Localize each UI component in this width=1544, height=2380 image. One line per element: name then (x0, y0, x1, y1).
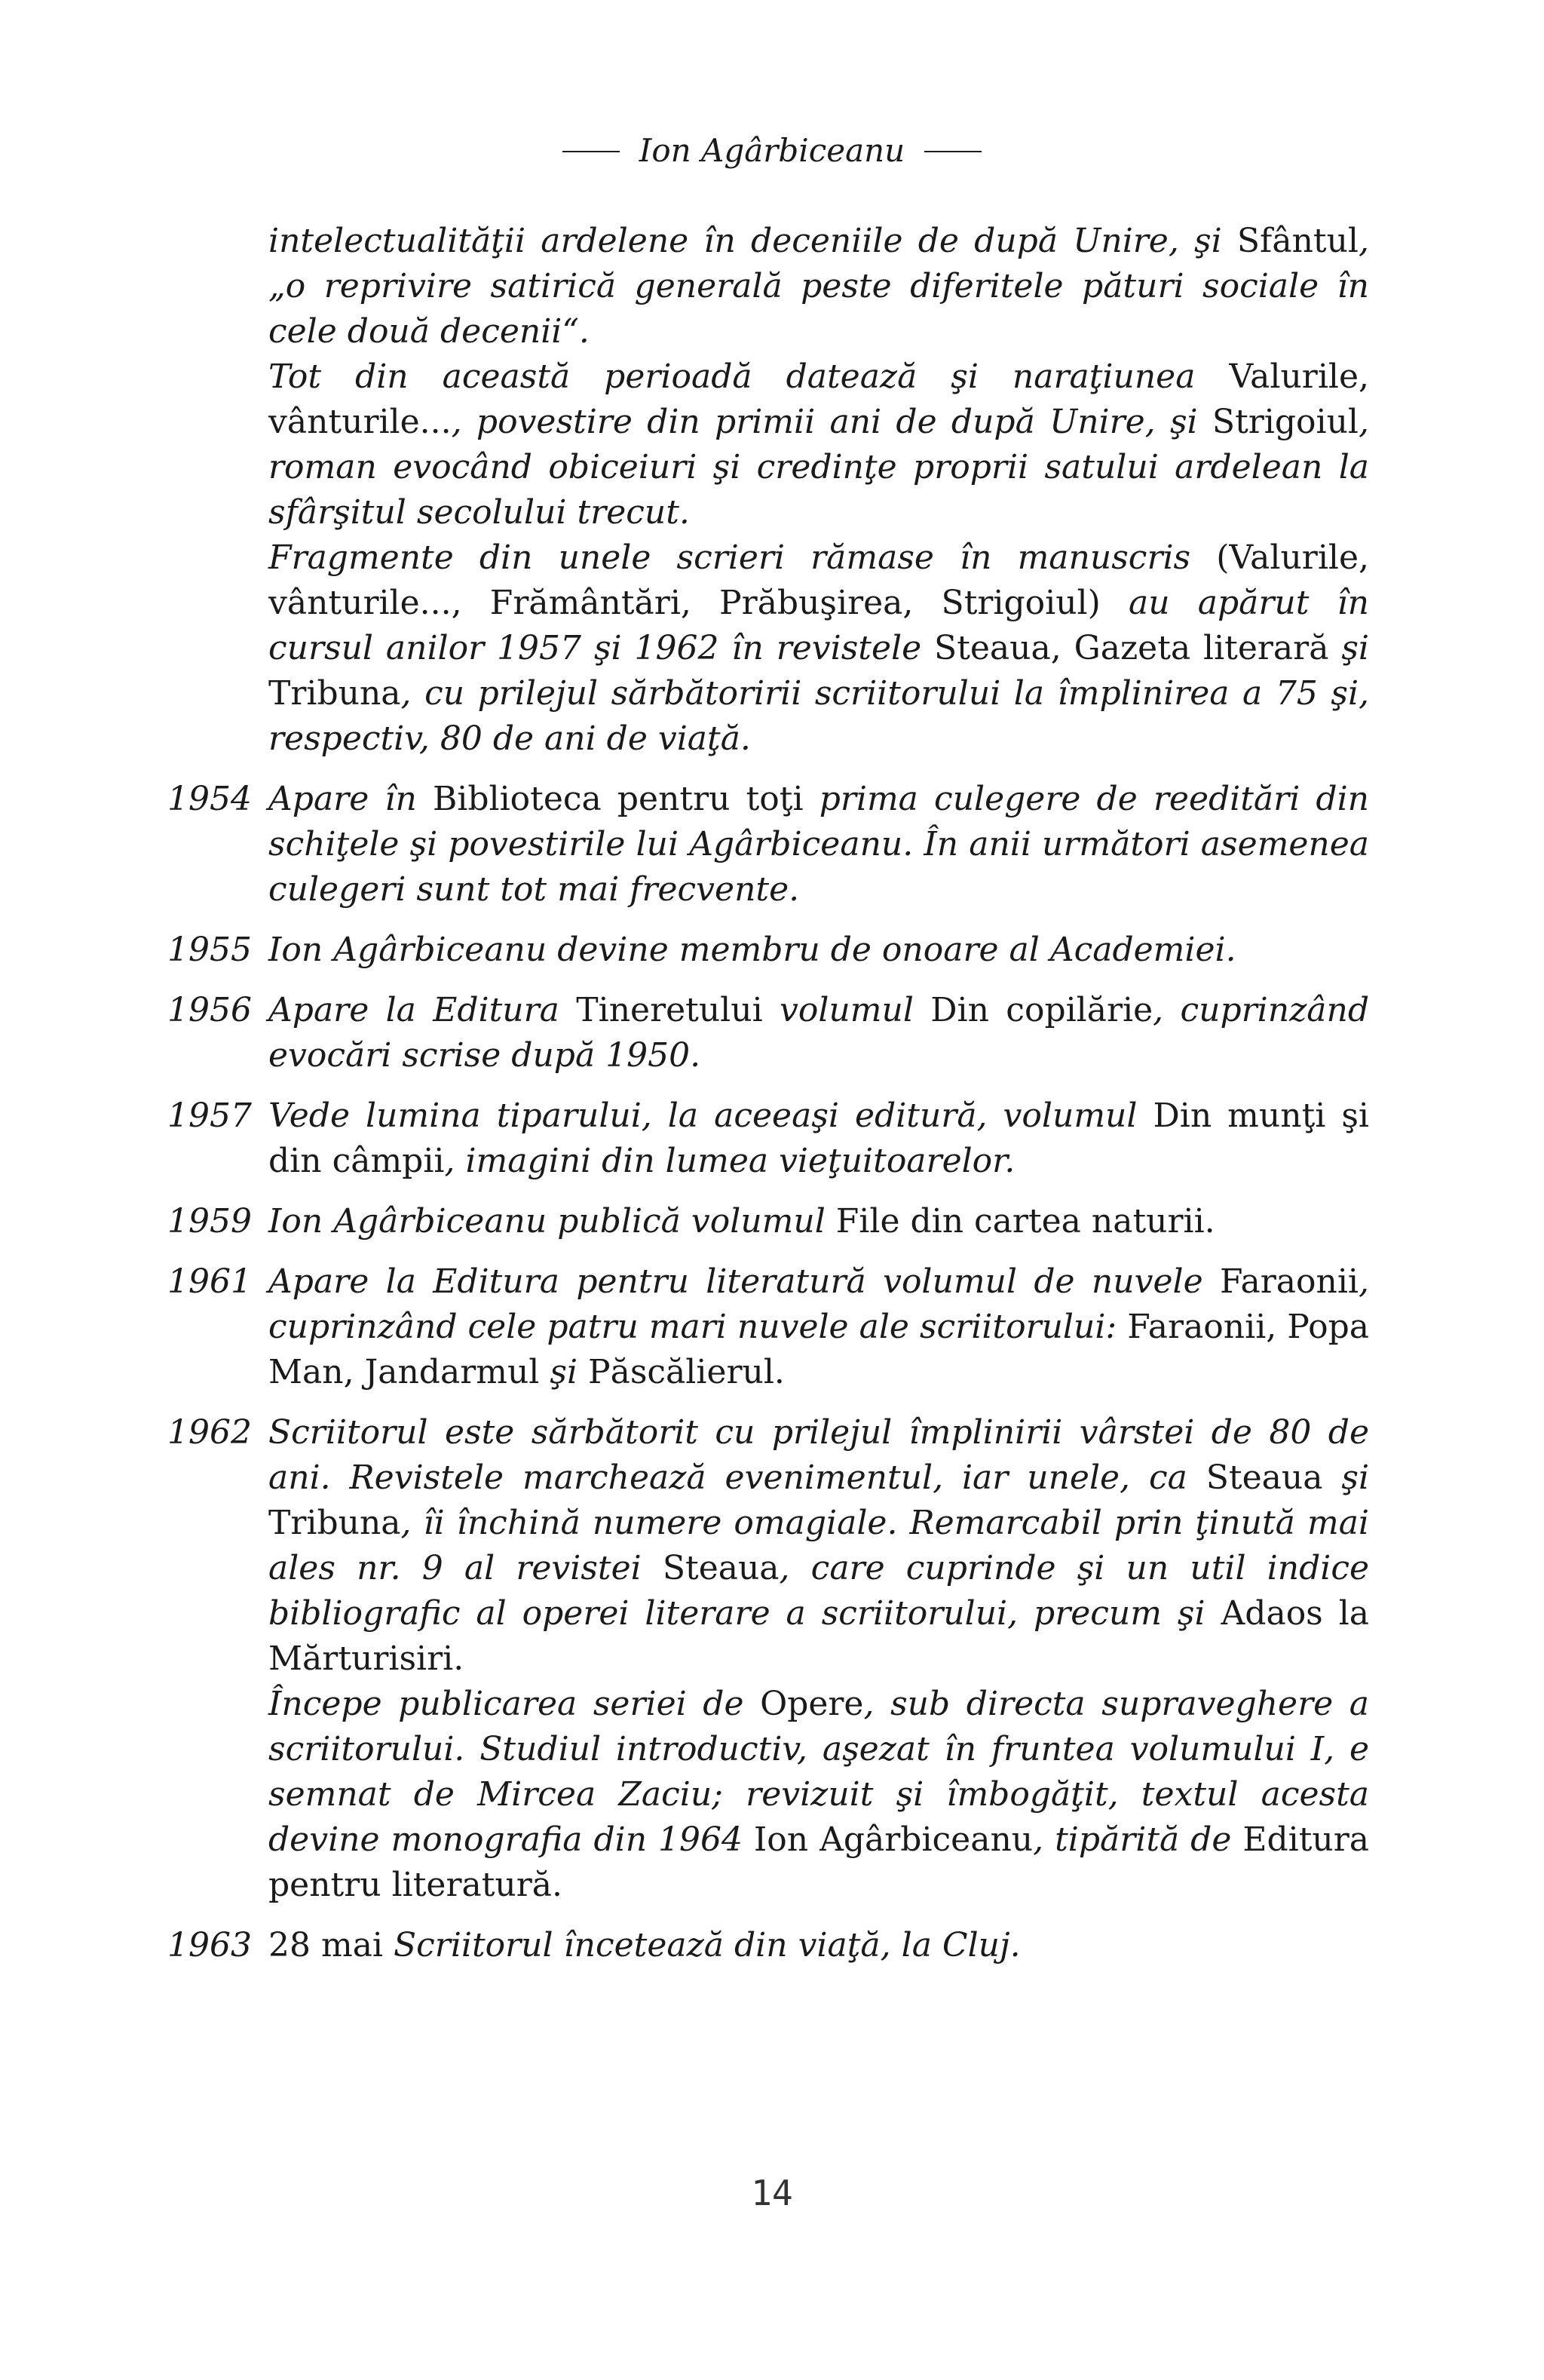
year-entry (167, 1259, 1369, 1395)
entry-body (268, 1410, 1369, 1908)
title-text: Steaua (662, 1549, 780, 1587)
entry-year: 1955 (167, 931, 252, 969)
year-entry (167, 1199, 1369, 1244)
italic-text: volumul (780, 991, 931, 1029)
title-text: Biblioteca pentru toţi (432, 780, 819, 818)
chronology-entries (167, 777, 1369, 1968)
paragraph (268, 988, 1369, 1078)
running-head (0, 128, 1544, 173)
year-entry (167, 1410, 1369, 1908)
italic-text: Ion Agârbiceanu publică volumul (268, 1202, 836, 1241)
title-text: Tribuna (268, 674, 401, 713)
title-text: Valurile, vânturile... (268, 357, 1369, 441)
title-text: 28 mai (268, 1926, 394, 1964)
italic-text: , povestire din primii ani de după Unire, şi (451, 403, 1212, 441)
title-text: Steaua, Gazeta literară (934, 629, 1342, 667)
paragraph (268, 1199, 1369, 1244)
paragraph (268, 1923, 1369, 1968)
title-text: Din munţi şi din câmpii (268, 1096, 1369, 1180)
italic-text: Tot din această perioadă datează şi naraţiunea (268, 357, 1230, 396)
italic-text: , îi închină numere omagiale. Remarcabil prin ţinută mai ales nr. 9 al revistei (268, 1504, 1369, 1587)
italic-text: şi (1341, 1458, 1370, 1497)
italic-text: prima culegere de reeditări din schiţele şi povestirile lui Agârbiceanu. În anii următori asemenea culegeri sunt tot mai frecvente. (268, 780, 1369, 909)
italic-text: Scriitorul este sărbătorit cu prilejul împlinirii vârstei de 80 de ani. Revistele marchează evenimentul, iar unele, ca (268, 1413, 1369, 1497)
title-text: Faraonii, Popa Man, Jandarmul (268, 1308, 1369, 1391)
title-text: Steaua (1205, 1458, 1342, 1497)
page-number: 14 (751, 2173, 793, 2213)
running-head-title: Ion Agârbiceanu (639, 132, 905, 169)
italic-text: , sub directa supraveghere a scriitorului. Studiul introductiv, aşezat în fruntea volumului I, e semnat de Mircea Zaciu; revizuit şi îmbogăţit, textul acesta devine monografia din 1964 (268, 1685, 1369, 1859)
paragraph (268, 219, 1369, 354)
italic-text: au apărut în cursul anilor 1957 şi 1962 în revistele (268, 584, 1370, 667)
entry-body (268, 1259, 1369, 1395)
italic-text: Apare în (268, 780, 433, 818)
entry-body (268, 1199, 1369, 1244)
entry-body (268, 777, 1369, 912)
italic-text: şi (550, 1353, 588, 1391)
year-entry (167, 1093, 1369, 1184)
paragraph (268, 777, 1369, 912)
paragraph (268, 535, 1369, 762)
title-text: Păscălierul. (588, 1353, 785, 1391)
entry-year: 1961 (167, 1262, 252, 1301)
left-rule (562, 151, 620, 152)
title-text: File din cartea naturii. (835, 1202, 1215, 1241)
entry-year: 1962 (167, 1413, 252, 1452)
italic-text: Apare la Editura (268, 991, 577, 1029)
paragraph (268, 1259, 1369, 1395)
paragraph (268, 354, 1369, 535)
italic-text: şi (1341, 629, 1369, 667)
entry-year: 1959 (167, 1202, 252, 1241)
title-text: Tineretului (576, 991, 780, 1029)
title-text: Ion Agârbiceanu (753, 1820, 1034, 1859)
right-rule (924, 151, 982, 152)
italic-text: , cuprinzând evocări scrise după 1950. (268, 991, 1369, 1075)
entry-year: 1957 (167, 1096, 252, 1135)
italic-text: , „o reprivire satirică generală peste diferitele pături sociale în cele două decenii“. (268, 222, 1369, 351)
italic-text: , roman evocând obiceiuri şi credinţe proprii satului ardelean la sfârşitul secolului trecut. (268, 403, 1369, 532)
italic-text: Ion Agârbiceanu devine membru de onoare al Academiei. (268, 931, 1236, 969)
paragraph (268, 1093, 1369, 1184)
italic-text: , cuprinzând cele patru mari nuvele ale scriitorului: (268, 1262, 1369, 1346)
entry-body (268, 928, 1369, 973)
italic-text: Scriitorul încetează din viaţă, la Cluj. (394, 1926, 1021, 1964)
year-entry (167, 777, 1369, 912)
italic-text: , cu prilejul sărbătoririi scriitorului la împlinirea a 75 şi, respectiv, 80 de ani de viaţă. (268, 674, 1369, 758)
italic-text: Vede lumina tiparului, la aceeaşi editură, volumul (268, 1096, 1153, 1135)
title-text: Din copilărie (930, 991, 1153, 1029)
year-entry (167, 988, 1369, 1078)
paragraph (268, 1682, 1369, 1908)
entry-body (268, 988, 1369, 1078)
title-text: Strigoiul (1212, 403, 1359, 441)
italic-text: Apare la Editura pentru literatură volumul de nuvele (268, 1262, 1220, 1301)
italic-text: , tipărită de (1033, 1820, 1243, 1859)
chronology-content (167, 219, 1369, 1968)
title-text: Sfântul (1236, 222, 1359, 260)
continued-entry (167, 219, 1369, 762)
italic-text: , care cuprinde şi un util indice bibliografic al operei literare a scriitorului, precum şi (268, 1549, 1369, 1633)
entry-body (268, 1923, 1369, 1968)
title-text: Editura pentru literatură. (268, 1820, 1369, 1904)
title-text: (Valurile, vânturile..., Frământări, Prăbuşirea, Strigoiul) (268, 538, 1369, 622)
entry-year: 1963 (167, 1926, 252, 1964)
paragraph (268, 1410, 1369, 1682)
italic-text: intelectualităţii ardelene în deceniile de după Unire, şi (268, 222, 1237, 260)
title-text: Faraonii (1219, 1262, 1359, 1301)
title-text: Tribuna (268, 1504, 401, 1542)
year-entry (167, 928, 1369, 973)
italic-text: Începe publicarea seriei de (268, 1685, 761, 1723)
entry-year: 1954 (167, 780, 252, 818)
entry-year: 1956 (167, 991, 252, 1029)
italic-text: Fragmente din unele scrieri rămase în manuscris (268, 538, 1217, 577)
title-text: Opere (760, 1685, 864, 1723)
title-text: Adaos la Mărturisiri. (268, 1594, 1369, 1678)
italic-text: , imagini din lumea vieţuitoarelor. (444, 1142, 1016, 1180)
year-entry (167, 1923, 1369, 1968)
paragraph (268, 928, 1369, 973)
entry-body (268, 1093, 1369, 1184)
